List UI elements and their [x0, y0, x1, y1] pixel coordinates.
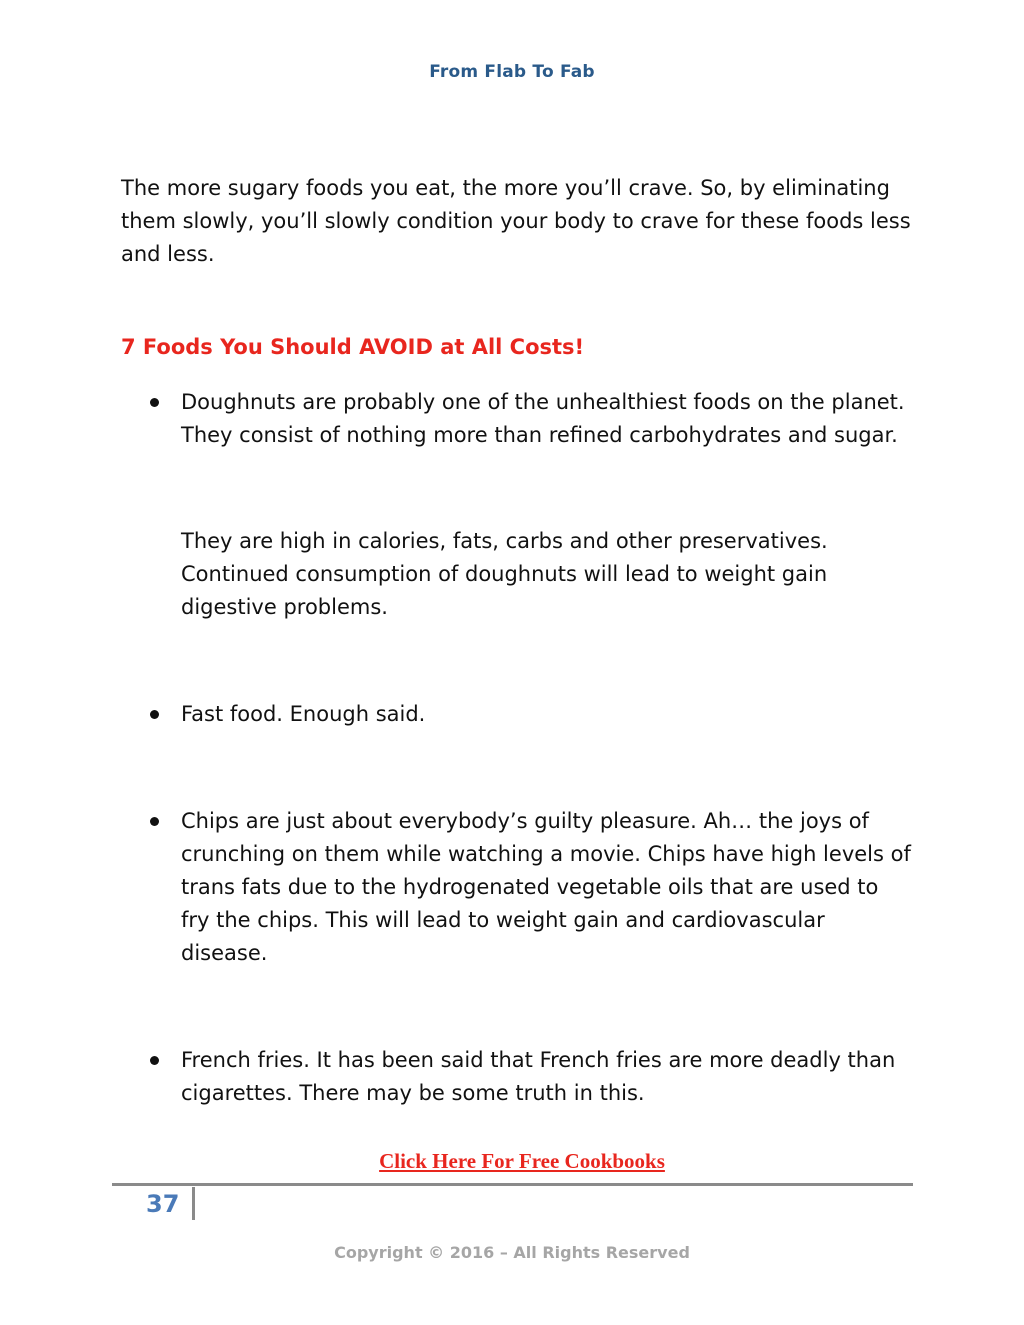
- free-cookbooks-link[interactable]: Click Here For Free Cookbooks: [379, 1149, 665, 1173]
- list-item-text: Doughnuts are probably one of the unhealthiest foods on the planet. They consist of nothing more than refined carbohydrates and sugar.: [181, 390, 905, 447]
- copyright-notice: Copyright © 2016 – All Rights Reserved: [334, 1243, 690, 1262]
- bullet-icon: [150, 1056, 159, 1065]
- page-number-divider: [192, 1187, 195, 1220]
- bullet-icon: [150, 710, 159, 719]
- list-item-text: French fries. It has been said that French fries are more deadly than cigarettes. There may be some truth in this.: [181, 1048, 896, 1105]
- running-header: From Flab To Fab: [429, 62, 595, 82]
- page-content: [121, 172, 911, 1110]
- list-item-chips: [121, 805, 911, 970]
- section-heading: 7 Foods You Should AVOID at All Costs!: [121, 335, 585, 359]
- intro-paragraph: The more sugary foods you eat, the more you’ll crave. So, by eliminating them slowly, you’ll slowly condition your body to crave for these foods less and less.: [121, 176, 911, 266]
- list-item-doughnuts: [121, 386, 911, 624]
- list-item-extra-text: They are high in calories, fats, carbs and other preservatives. Continued consumption of doughnuts will lead to weight gain digestive problems.: [181, 529, 828, 619]
- bullet-icon: [150, 398, 159, 407]
- foods-to-avoid-list: [121, 386, 911, 1110]
- bullet-icon: [150, 817, 159, 826]
- list-item-french-fries: [121, 1044, 911, 1110]
- list-item-text: Chips are just about everybody’s guilty pleasure. Ah… the joys of crunching on them while watching a movie. Chips have high levels of trans fats due to the hydrogenated vegetable oils that are used to fry the chips. This will lead to weight gain and cardiovascular disease.: [181, 809, 911, 965]
- list-item-fast-food: [121, 698, 911, 731]
- page-number: 37: [146, 1190, 180, 1218]
- footer-divider: [112, 1183, 913, 1186]
- list-item-text: Fast food. Enough said.: [181, 702, 426, 726]
